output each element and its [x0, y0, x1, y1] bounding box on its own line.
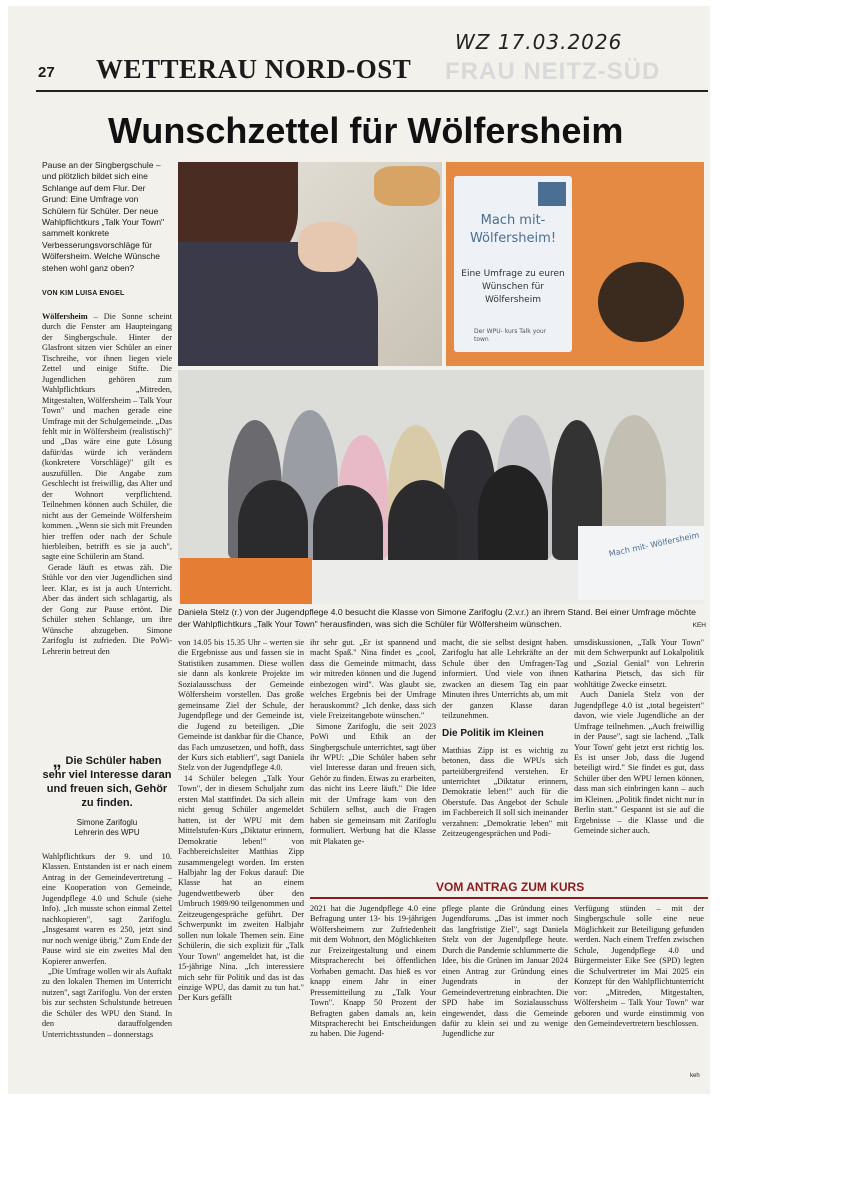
- cookie-plate: [374, 166, 440, 206]
- article-column-3: ihr sehr gut. „Er ist spannend und macht Spaß." Nina findet es „cool, dass die Gemeinde mitmacht, dass wir mitreden können und die Jugend einbezogen wird". Was glaubt sie, welches Ergebnis bei der Umfrage herauskommt? „Ich denke, dass sich viele Freizeitangebote wünschen." Simone Zarifoglu, die seit 2023 PoWi und Ethik an der Singbergschule unterrichtet, sagt über ihr WPU: „Die Schüler haben sehr viel Interesse daran und freuen sich, Gehör zu finden. Etwas zu erarbeiten, das nicht ins Leere läuft." Die Idee mit der Umfrage kam von den Schülern selbst, auch die Fragen haben sie gemeinsam mit Zarifoglu formuliert. Werbung hat die Klasse mit Plakaten ge-: [310, 638, 436, 846]
- info-box-title: VOM ANTRAG ZUM KURS: [436, 880, 585, 894]
- poster-subtitle: Eine Umfrage zu euren Wünschen für Wölfersheim: [461, 269, 565, 305]
- page-number: 27: [38, 64, 55, 81]
- poster-footer: Der WPU- kurs Talk your town: [474, 328, 547, 343]
- photo-poster: [446, 162, 704, 366]
- school-logo-icon: [538, 182, 566, 206]
- pull-quote: „ Die Schüler haben sehr viel Interesse daran und freuen sich, Gehör zu finden. Simone Zarifoglu Lehrerin des WPU: [42, 751, 172, 837]
- quote-mark-icon: „: [52, 751, 62, 771]
- handwritten-date-stamp: WZ 17.03.2026: [455, 30, 623, 54]
- article-headline: Wunschzettel für Wölfersheim: [108, 110, 624, 151]
- author-byline: VON KIM LUISA ENGEL: [42, 290, 125, 297]
- dateline: Wölfersheim: [42, 312, 88, 321]
- poster-title: Mach mit- Wölfersheim!: [469, 213, 557, 246]
- info-column-1: 2021 hat die Jugendpflege 4.0 eine Befragung unter 13- bis 19-jährigen Wölfersheimern zur Zufriedenheit mit dem Wohnort, den Möglichkeiten zur Freizeitgestaltung und einem Mitspracherecht bei öffentlichen Vorhaben gemacht. Das hieß es vor knapp einem Jahr in einer Pressemitteilung zu „Talk Your Town". Knapp 50 Prozent der Befragten gaben damals an, kein Mitspracherecht bei Entscheidungen zu haben. Die Jugend-: [310, 904, 436, 1039]
- stand-sign: Mach mit- Wölfersheim: [578, 526, 704, 600]
- info-column-3: Verfügung stünden – mit der Singbergschule solle eine neue Möglichkeit zur Beteiligung gefunden werden. Nach einem Treffen zwischen Schule, Jugendpflege 4.0 und Bürgermeister Eike See (SPD) legten die Schulvertreter im Mai 2025 ein Konzept für den Wahlpflichtunterricht vor: „Mitreden, Mitgestalten, Wölfersheim – Talk Your Town" war geboren und wurde einstimmig von den Gemeindevertretern beschlossen.: [574, 904, 704, 1028]
- ballot-box-slot: [598, 262, 684, 342]
- info-box-rule: [310, 897, 708, 899]
- article-column-5: umsdiskussionen, „Talk Your Town" mit dem Schwerpunkt auf Lokalpolitik und „Sozial Genial" von Lehrerin Katharina Pietsch, das sich für wohltätige Zwecke einsetzt. Auch Daniela Stelz von der Jugendpflege 4.0 ist „total begeistert" davon, wie viele Jugendliche an der Umfrage teilnehmen. „Auch freiwillig in der Pause", sagt sie lachend. „Talk Your Town' geht jetzt erst richtig los. Es ist unser Job, dass die Jugend beteiligt wird." Sie findet es gut, dass Schüler über den WPU lernen können, dass man sich einbringen kann – auch im Kleinen. „Politik findet nicht nur in Berlin statt." Gespannt ist sie auf die Ergebnisse – die Klasse und die Gemeinde sicher auch.: [574, 638, 704, 836]
- photo-caption: Daniela Stelz (r.) von der Jugendpflege 4.0 besucht die Klasse von Simone Zarifoglu (2.v.r.) an ihrem Stand. Bei einer Umfrage möchte der Wahlpflichtkurs „Talk Your Town" herausfinden, was sich die Schüler für Wölfersheim wünschen. KEH: [178, 606, 706, 632]
- survey-poster: [454, 176, 572, 352]
- bleed-through-header: FRAU NEITZ-SÜD: [445, 58, 661, 85]
- article-column-4: macht, die sie selbst designt haben. Zarifoglu hat alle Lehrkräfte an der Schule über den Umfragen-Tag informiert. Und viele von ihnen zwacken an diesem Tag ein paar Minuten ihres Unterrichts ab, um mit der ganzen Klasse daran teilzunehmen. Die Politik im Kleinen Matthias Zipp ist es wichtig zu betonen, dass die WPUs sich parteiübergreifend verstehen. Er unterrichtet „Diktatur erinnern, Demokratie leben!" auch für die Oberstufe. Das Angebot der Schule im Fachbereich II soll sich ineinander verzahnen: „Demokratie leben" mit Zeitzeugengesprächen und Podi-: [442, 638, 568, 839]
- article-column-1: Wölfersheim – Die Sonne scheint durch die Fenster am Haupteingang der Singbergschule. Hinter der Glasfront sitzen vier Schüler an einer Tischreihe, vor ihnen liegen viele Zettel und einige Stifte. Die Jugendlichen gehören zum Wahlpflichtkurs „Mitreden, Mitgestalten, Wölfersheim – Talk Your Town" und machen gerade eine Umfrage mit der Schulgemeinde. „Das fehlt mir in Wölfersheim (realistisch)" und „Das wäre eine gute Lösung dafür/das würde ich verändern (konkretere Vorschläge)" gilt es auszufüllen. Die Angabe zum Geschlecht ist freiwillig, das Alter und der Wohnort verpflichtend. Teilnehmen können auch Schüler, die nicht aus der Gemeinde Wölfersheim kommen. „Wenn sie sich mit Freunden hier treffen oder nach der Schule hierbleiben, betrifft es sie ja auch", sagte eine Schülerin am Stand. Gerade läuft es etwas zäh. Die Stühle vor den vier Jugendlichen sind leer. Klar, es ist ja auch Unterricht. Aber das ändert sich schlagartig, als der Gong zur Pause ertönt. Die Schüler stehen Schlange, um ihre Wünsche abzugeben. Simone Zarifoglu ist zufrieden. Die PoWi-Lehrerin betreut den: [42, 312, 172, 656]
- info-column-2: pflege plante die Gründung eines Jugendforums. „Das ist immer noch das langfristige Ziel", sagt Daniela Stelz von der Jugendpflege heute. Durch die Pandemie schlummerte die Idee, bis die Grünen im Januar 2024 einen Antrag zur Gründung eines Jugendrats in der Gemeindevertretung einbrachten. Die SPD habe im Sozialausschuss eingewendet, dass die Gemeinde dafür zu klein sei und zu wenige Jugendliche zur: [442, 904, 568, 1039]
- photo-student-writing: [178, 162, 442, 366]
- photo-credit: KEH: [692, 622, 706, 629]
- info-credit: keh: [690, 1073, 700, 1079]
- orange-ballot-box: [180, 558, 312, 604]
- section-title: WETTERAU NORD-OST: [96, 54, 412, 84]
- subheading: Die Politik im Kleinen: [442, 727, 544, 739]
- article-column-2: von 14.05 bis 15.35 Uhr – werten sie die Ergebnisse aus und fassen sie in Statistiken zusammen. Diese wollen sie dann als konkrete Projekte im Sozialausschuss der Gemeinde Wölfersheim vorstellen. Das große gemeinsame Ziel der Schule, der Jugendpflege und der Gemeinde ist, die Jugend zu beteiligen. „Die Gemeinde ist dankbar für die Chance, das Fach umzusetzen, und hofft, dass der Kurs sich etabliert", sagt Daniela Stelz von der Jugendpflege 4.0. 14 Schüler belegen „Talk Your Town", der in diesem Schuljahr zum ersten Mal stattfindet. Da sich allein nicht genug Schüler angemeldet hatten, ist der WPU mit dem Mittelstufen-Kurs „Diktatur erinnern, Demokratie leben!" von Fachbereichsleiter Matthias Zipp zusammengelegt worden. Im ersten Halbjahr lag der Fokus darauf: Die Klasse hat an einem Jugendwettbewerb über den Umbruch 1989/90 teilgenommen und Zeitzeugengespräche geführt. Der Schwerpunkt im zweiten Halbjahr sollen nun lokale Themen sein. Eine Schülerin, die sich explizit für „Talk Your Town" angemeldet hat, ist die 15-jährige Nina. „Ich interessiere mich sehr für Politik und das ist das einzige WPU, das damit zu tun hat." Der Kurs gefällt: [178, 638, 304, 1003]
- photo-class-group: [178, 370, 704, 604]
- article-column-1b: Wahlpflichtkurs der 9. und 10. Klassen. Entstanden ist er nach einem Antrag in der Gemeindevertretung – eine Kooperation von Gemeinde, Jugendpflege 4.0 und Schule (siehe Info). „Ich musste schon einmal Zettel nachkopieren", sagt Zarifoglu. „Insgesamt waren es 250, jetzt sind nur noch wenige übrig." Zum Ende der Pause wird sie ein zweites Mal den Kopierer anwerfen. „Die Umfrage wollen wir als Auftakt zu den lokalen Themen im Unterricht nutzen", sagt Zarifoglu. Von der ersten bis zur sechsten Schulstunde betreuen die Schüler des WPU den Stand. In den darauffolgenden Unterrichtsstunden – donnerstags: [42, 852, 172, 1039]
- header-rule: [36, 90, 708, 92]
- article-lead: Pause an der Singbergschule – und plötzlich bildet sich eine Schlange auf dem Flur. Der Grund: Eine Umfrage von Schülern für Schüler. Der neue Wahlpflichtkurs „Talk Your Town" sammelt konkrete Verbesserungsvorschläge für Wölfersheim. Welche Wünsche stehen wohl ganz oben?: [42, 160, 165, 273]
